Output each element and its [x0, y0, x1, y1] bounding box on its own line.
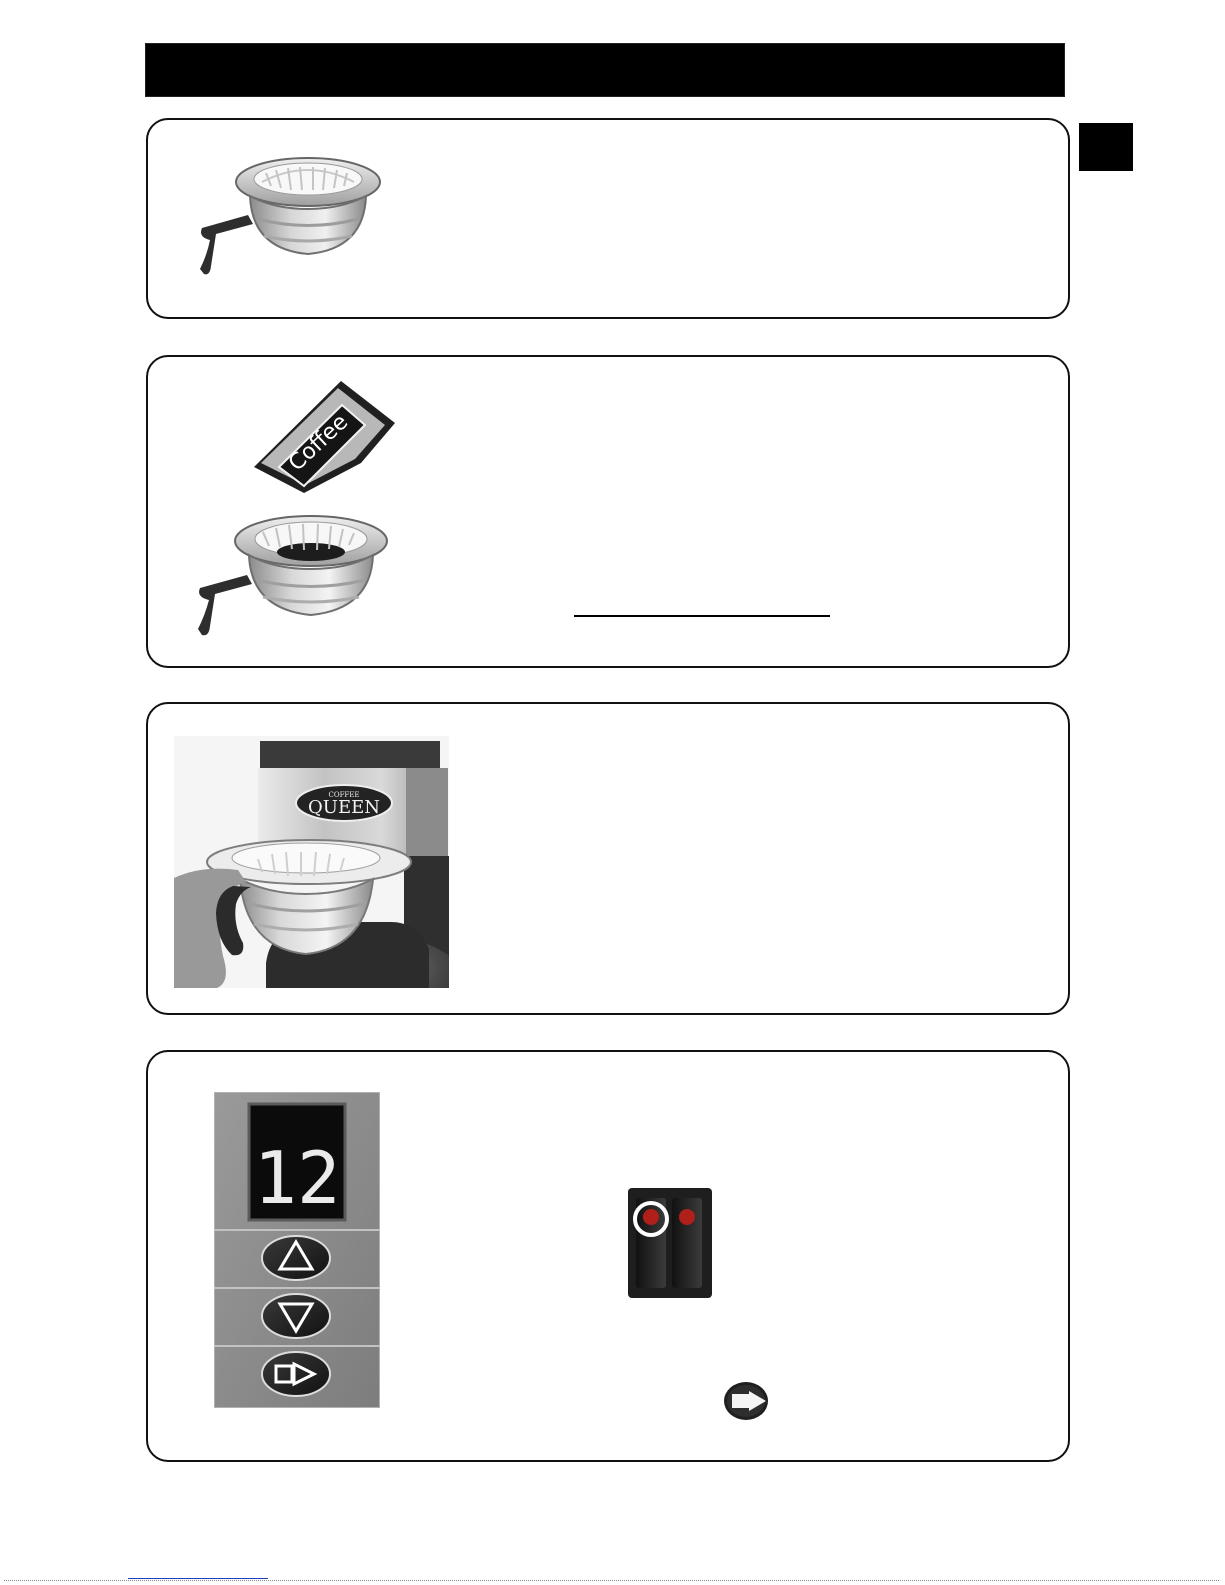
step-4-panel	[146, 1050, 1070, 1462]
footer-dotted-line	[4, 1580, 1219, 1583]
brand-label: QUEEN	[308, 797, 380, 818]
start-button[interactable]	[262, 1352, 330, 1396]
display-value: 12	[253, 1136, 341, 1220]
control-panel-icon	[214, 1092, 380, 1408]
brand-small-label: COFFEE	[328, 791, 360, 799]
step-3-panel	[146, 702, 1070, 1015]
machine-photo-icon	[174, 736, 449, 988]
footer-line-left	[128, 1578, 268, 1579]
power-switch-icon[interactable]	[628, 1188, 718, 1304]
coffee-bag-label: Coffee	[284, 409, 354, 477]
side-tab	[1079, 123, 1133, 171]
coffee-bag-icon	[246, 375, 406, 493]
step-1-panel	[146, 118, 1070, 319]
header-bar	[146, 44, 1064, 96]
filter-basket-coffee-icon	[193, 502, 388, 647]
underline-mark	[574, 615, 830, 617]
step-2-panel	[146, 355, 1070, 668]
start-icon-small	[724, 1381, 772, 1421]
filter-basket-icon	[196, 148, 386, 290]
